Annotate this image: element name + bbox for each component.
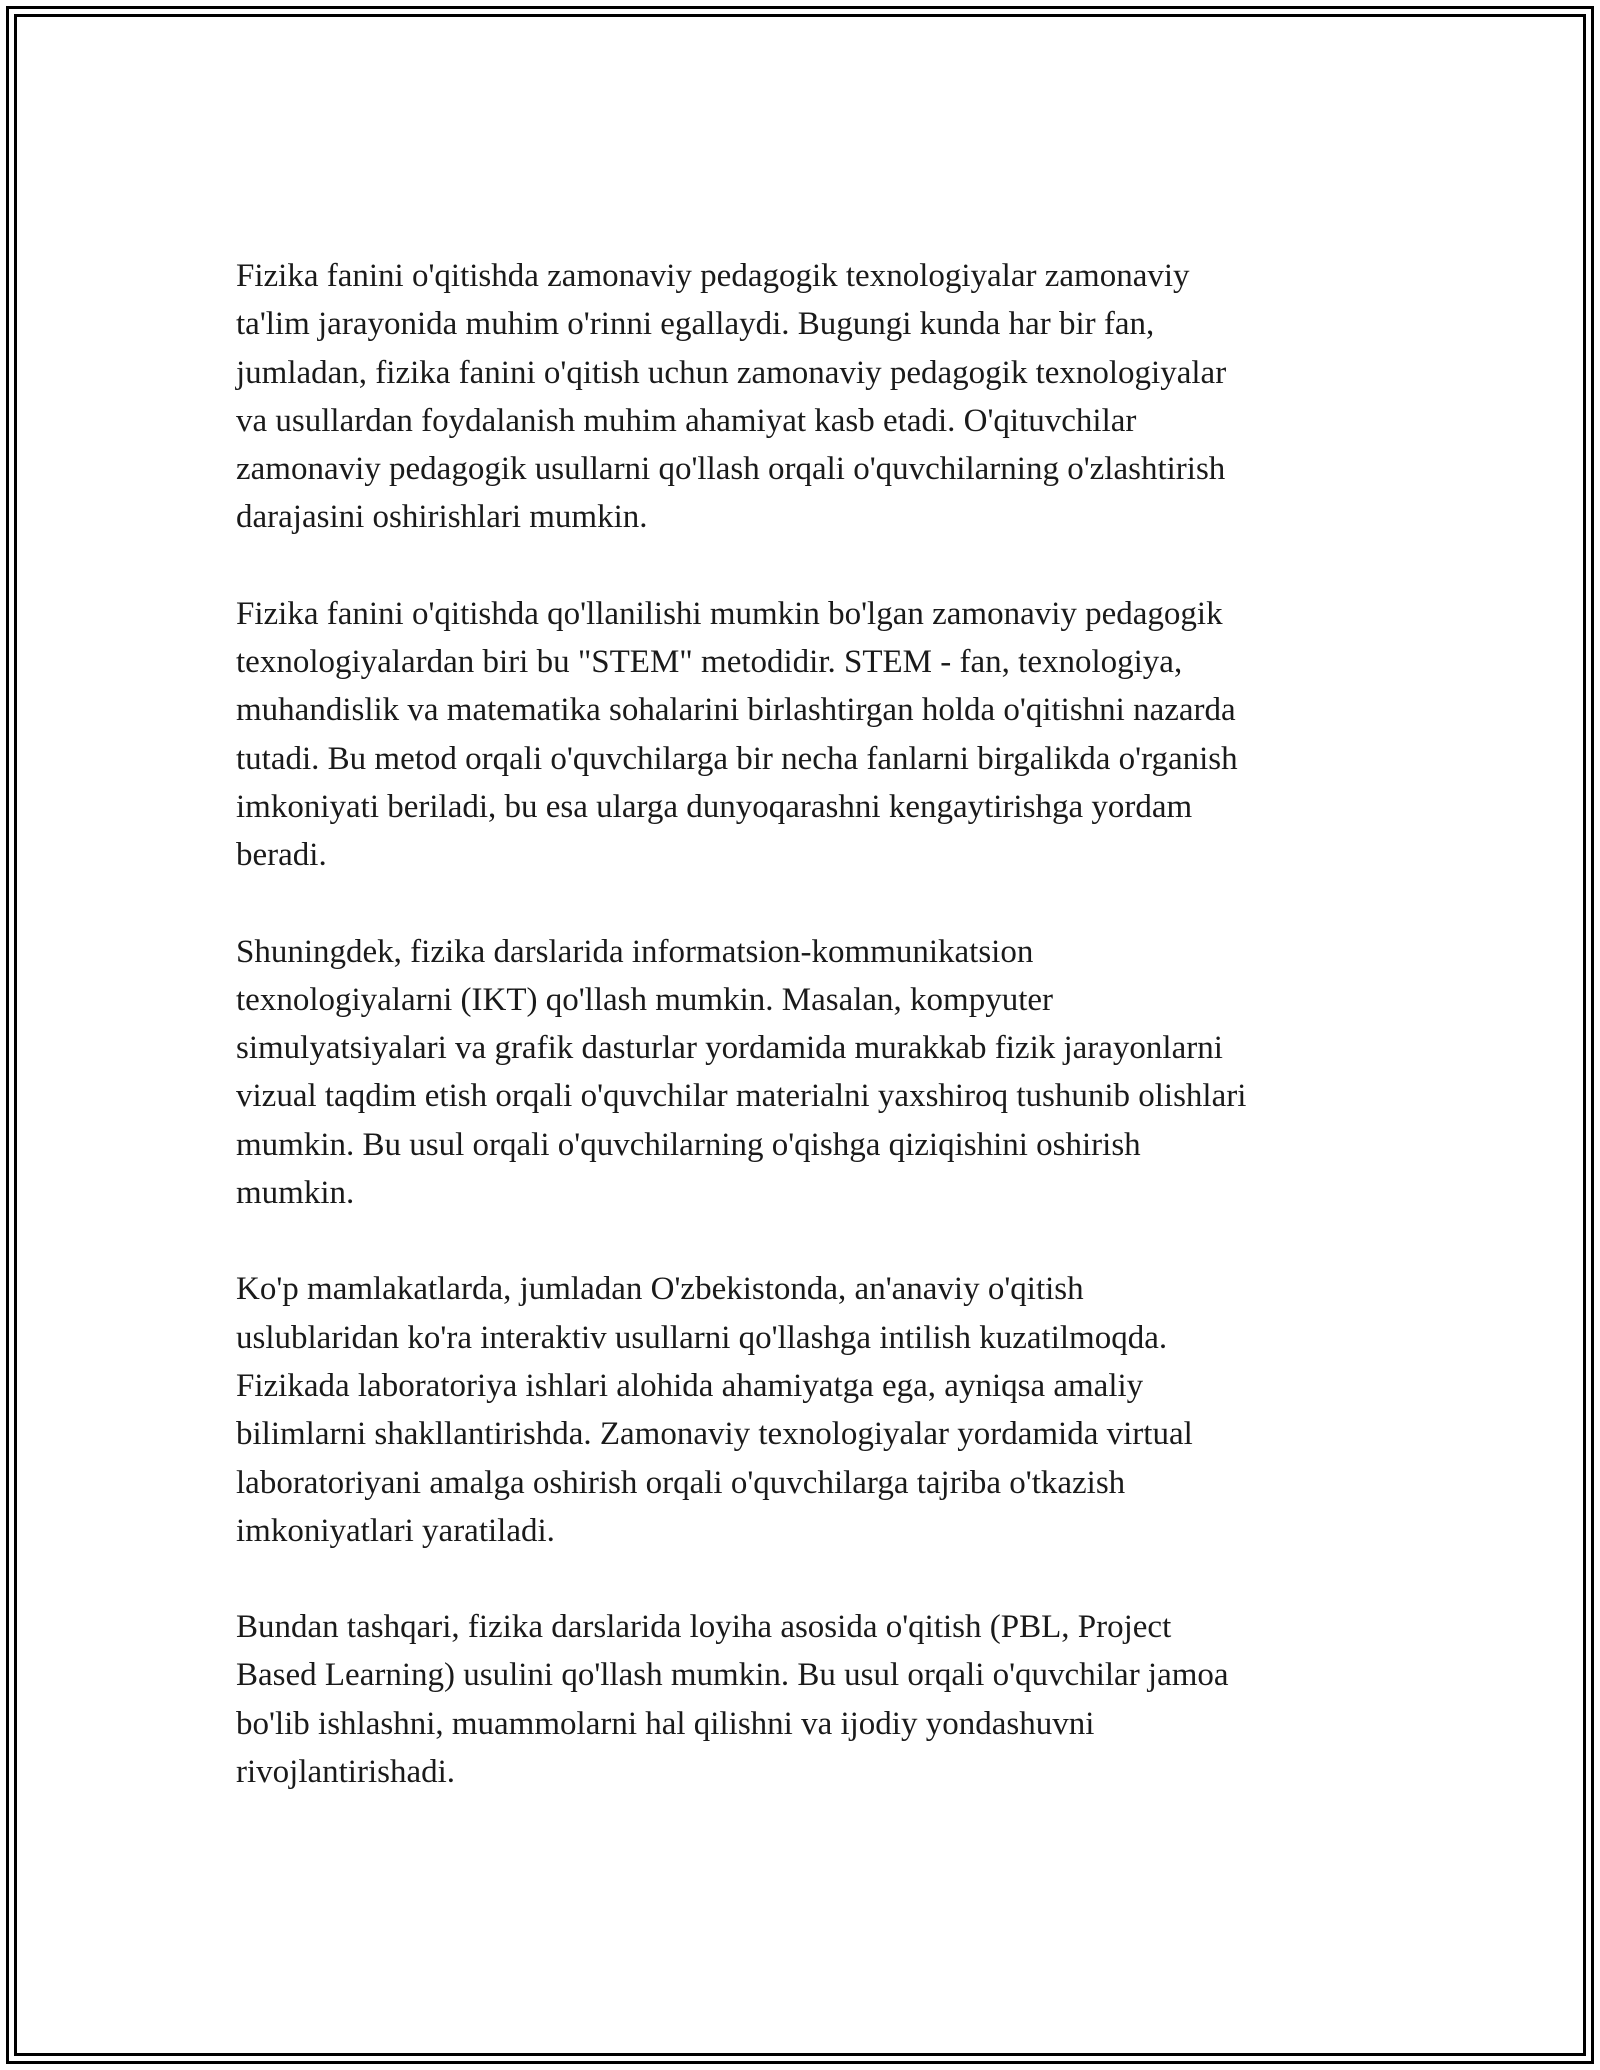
- paragraph-5: Bundan tashqari, fizika darslarida loyiha asosida o'qitish (PBL, Project Based Learning) usulini qo'llash mumkin. Bu usul orqali o'quvchilar jamoa bo'lib ishlashni, muammolarni hal qilishni va ijodiy yondashuvni rivojlantirishadi.: [236, 1609, 1229, 1791]
- paragraph-3: Shuningdek, fizika darslarida informatsion-kommunikatsion texnologiyalarni (IKT) qo'llash mumkin. Masalan, kompyuter simulyatsiyalari va grafik dasturlar yordamida murakkab fizik jarayonlarni vizual taqdim etish orqali o'quvchilar materialni yaxshiroq tushunib olishlari mumkin. Bu usul orqali o'quvchilarning o'qishga qiziqishini oshirish mumkin.: [236, 933, 1247, 1212]
- paragraph-2: Fizika fanini o'qitishda qo'llanilishi mumkin bo'lgan zamonaviy pedagogik texnologiyalardan biri bu "STEM" metodidir. STEM - fan, texnologiya, muhandislik va matematika sohalarini birlashtirgan holda o'qitishni nazarda tutadi. Bu metod orqali o'quvchilarga bir necha fanlarni birgalikda o'rganish imkoniyati beriladi, bu esa ularga dunyoqarashni kengaytirishga yordam beradi.: [236, 595, 1238, 874]
- paragraph-1: Fizika fanini o'qitishda zamonaviy pedagogik texnologiyalar zamonaviy ta'lim jarayonida muhim o'rinni egallaydi. Bugungi kunda har bir fan, jumladan, fizika fanini o'qitish uchun zamonaviy pedagogik texnologiyalar va usullardan foydalanish muhim ahamiyat kasb etadi. O'qituvchilar zamonaviy pedagogik usullarni qo'llash orqali o'quvchilarning o'zlashtirish darajasini oshirishlari mumkin.: [236, 258, 1227, 536]
- document-body: [236, 252, 1366, 1844]
- paragraph-4: Ko'p mamlakatlarda, jumladan O'zbekistonda, an'anaviy o'qitish uslublaridan ko'ra interaktiv usullarni qo'llashga intilish kuzatilmoqda. Fizikada laboratoriya ishlari alohida ahamiyatga ega, ayniqsa amaliy bilimlarni shakllantirishda. Zamonaviy texnologiyalar yordamida virtual laboratoriyani amalga oshirish orqali o'quvchilarga tajriba o'tkazish imkoniyatlari yaratiladi.: [236, 1271, 1193, 1549]
